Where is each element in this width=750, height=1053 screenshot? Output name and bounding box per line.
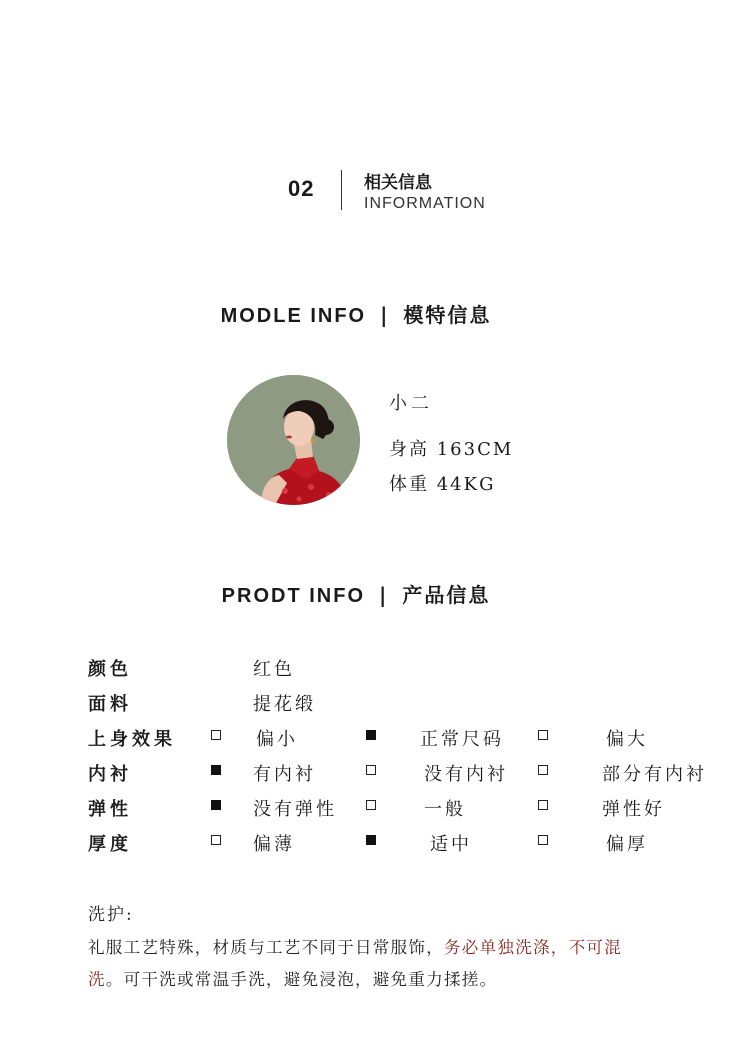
care-line-2 xyxy=(88,966,497,990)
elasticity-option-none: 没有弹性 xyxy=(253,799,337,820)
care-text-1: 礼服工艺特殊，材质与工艺不同于日常服饰， xyxy=(88,938,444,957)
product-heading-sep: | xyxy=(379,583,389,607)
fabric-label: 面料 xyxy=(88,694,132,715)
fit-option-large: 偏大 xyxy=(606,729,648,750)
lining-label: 内衬 xyxy=(88,764,132,785)
fit-label: 上身效果 xyxy=(88,729,176,750)
fit-option-regular: 正常尺码 xyxy=(420,729,504,750)
model-heading-cn: 模特信息 xyxy=(403,303,492,327)
model-name: 小二 xyxy=(389,393,433,414)
color-value: 红色 xyxy=(253,659,295,680)
thickness-option-thin: 偏薄 xyxy=(253,834,295,855)
thickness-option-thick: 偏厚 xyxy=(606,834,648,855)
model-avatar xyxy=(227,375,360,505)
fit-checkbox-large xyxy=(538,730,548,740)
model-heading-sep: | xyxy=(380,303,390,327)
thickness-checkbox-thick xyxy=(538,835,548,845)
care-line-1 xyxy=(88,934,622,958)
section-title-en: INFORMATION xyxy=(364,195,486,212)
thickness-label: 厚度 xyxy=(88,834,132,855)
thickness-option-medium: 适中 xyxy=(430,834,472,855)
elasticity-option-average: 一般 xyxy=(424,799,466,820)
elasticity-option-good: 弹性好 xyxy=(602,799,665,820)
product-heading-cn: 产品信息 xyxy=(402,583,491,607)
section-divider xyxy=(341,170,342,210)
thickness-checkbox-thin xyxy=(211,835,221,845)
lining-option-no: 没有内衬 xyxy=(424,764,508,785)
fabric-value: 提花缎 xyxy=(253,694,316,715)
lining-option-yes: 有内衬 xyxy=(253,764,316,785)
color-label: 颜色 xyxy=(88,659,132,680)
elasticity-label: 弹性 xyxy=(88,799,132,820)
model-height: 身高 163CM xyxy=(389,439,514,460)
thickness-checkbox-medium xyxy=(366,835,376,845)
lining-checkbox-partial xyxy=(538,765,548,775)
product-heading-en: PRODT INFO xyxy=(221,585,366,607)
model-heading-en: MODLE INFO xyxy=(220,305,367,327)
elasticity-checkbox-none xyxy=(211,800,221,810)
fit-checkbox-small xyxy=(211,730,221,740)
section-number: 02 xyxy=(288,176,315,201)
section-title-cn: 相关信息 xyxy=(364,173,432,193)
lining-checkbox-no xyxy=(366,765,376,775)
fit-option-small: 偏小 xyxy=(256,729,298,750)
model-info-heading xyxy=(0,299,712,328)
elasticity-checkbox-average xyxy=(366,800,376,810)
elasticity-checkbox-good xyxy=(538,800,548,810)
fit-checkbox-regular xyxy=(366,730,376,740)
care-text-2: 。可干洗或常温手洗，避免浸泡，避免重力揉搓。 xyxy=(105,970,498,989)
care-warning-2: 洗 xyxy=(88,970,106,989)
care-warning-1: 务必单独洗涤，不可混 xyxy=(444,938,622,957)
care-title: 洗护: xyxy=(88,905,134,925)
product-info-heading xyxy=(0,579,712,608)
model-weight: 体重 44KG xyxy=(389,474,496,495)
lining-option-partial: 部分有内衬 xyxy=(602,764,707,785)
lining-checkbox-yes xyxy=(211,765,221,775)
